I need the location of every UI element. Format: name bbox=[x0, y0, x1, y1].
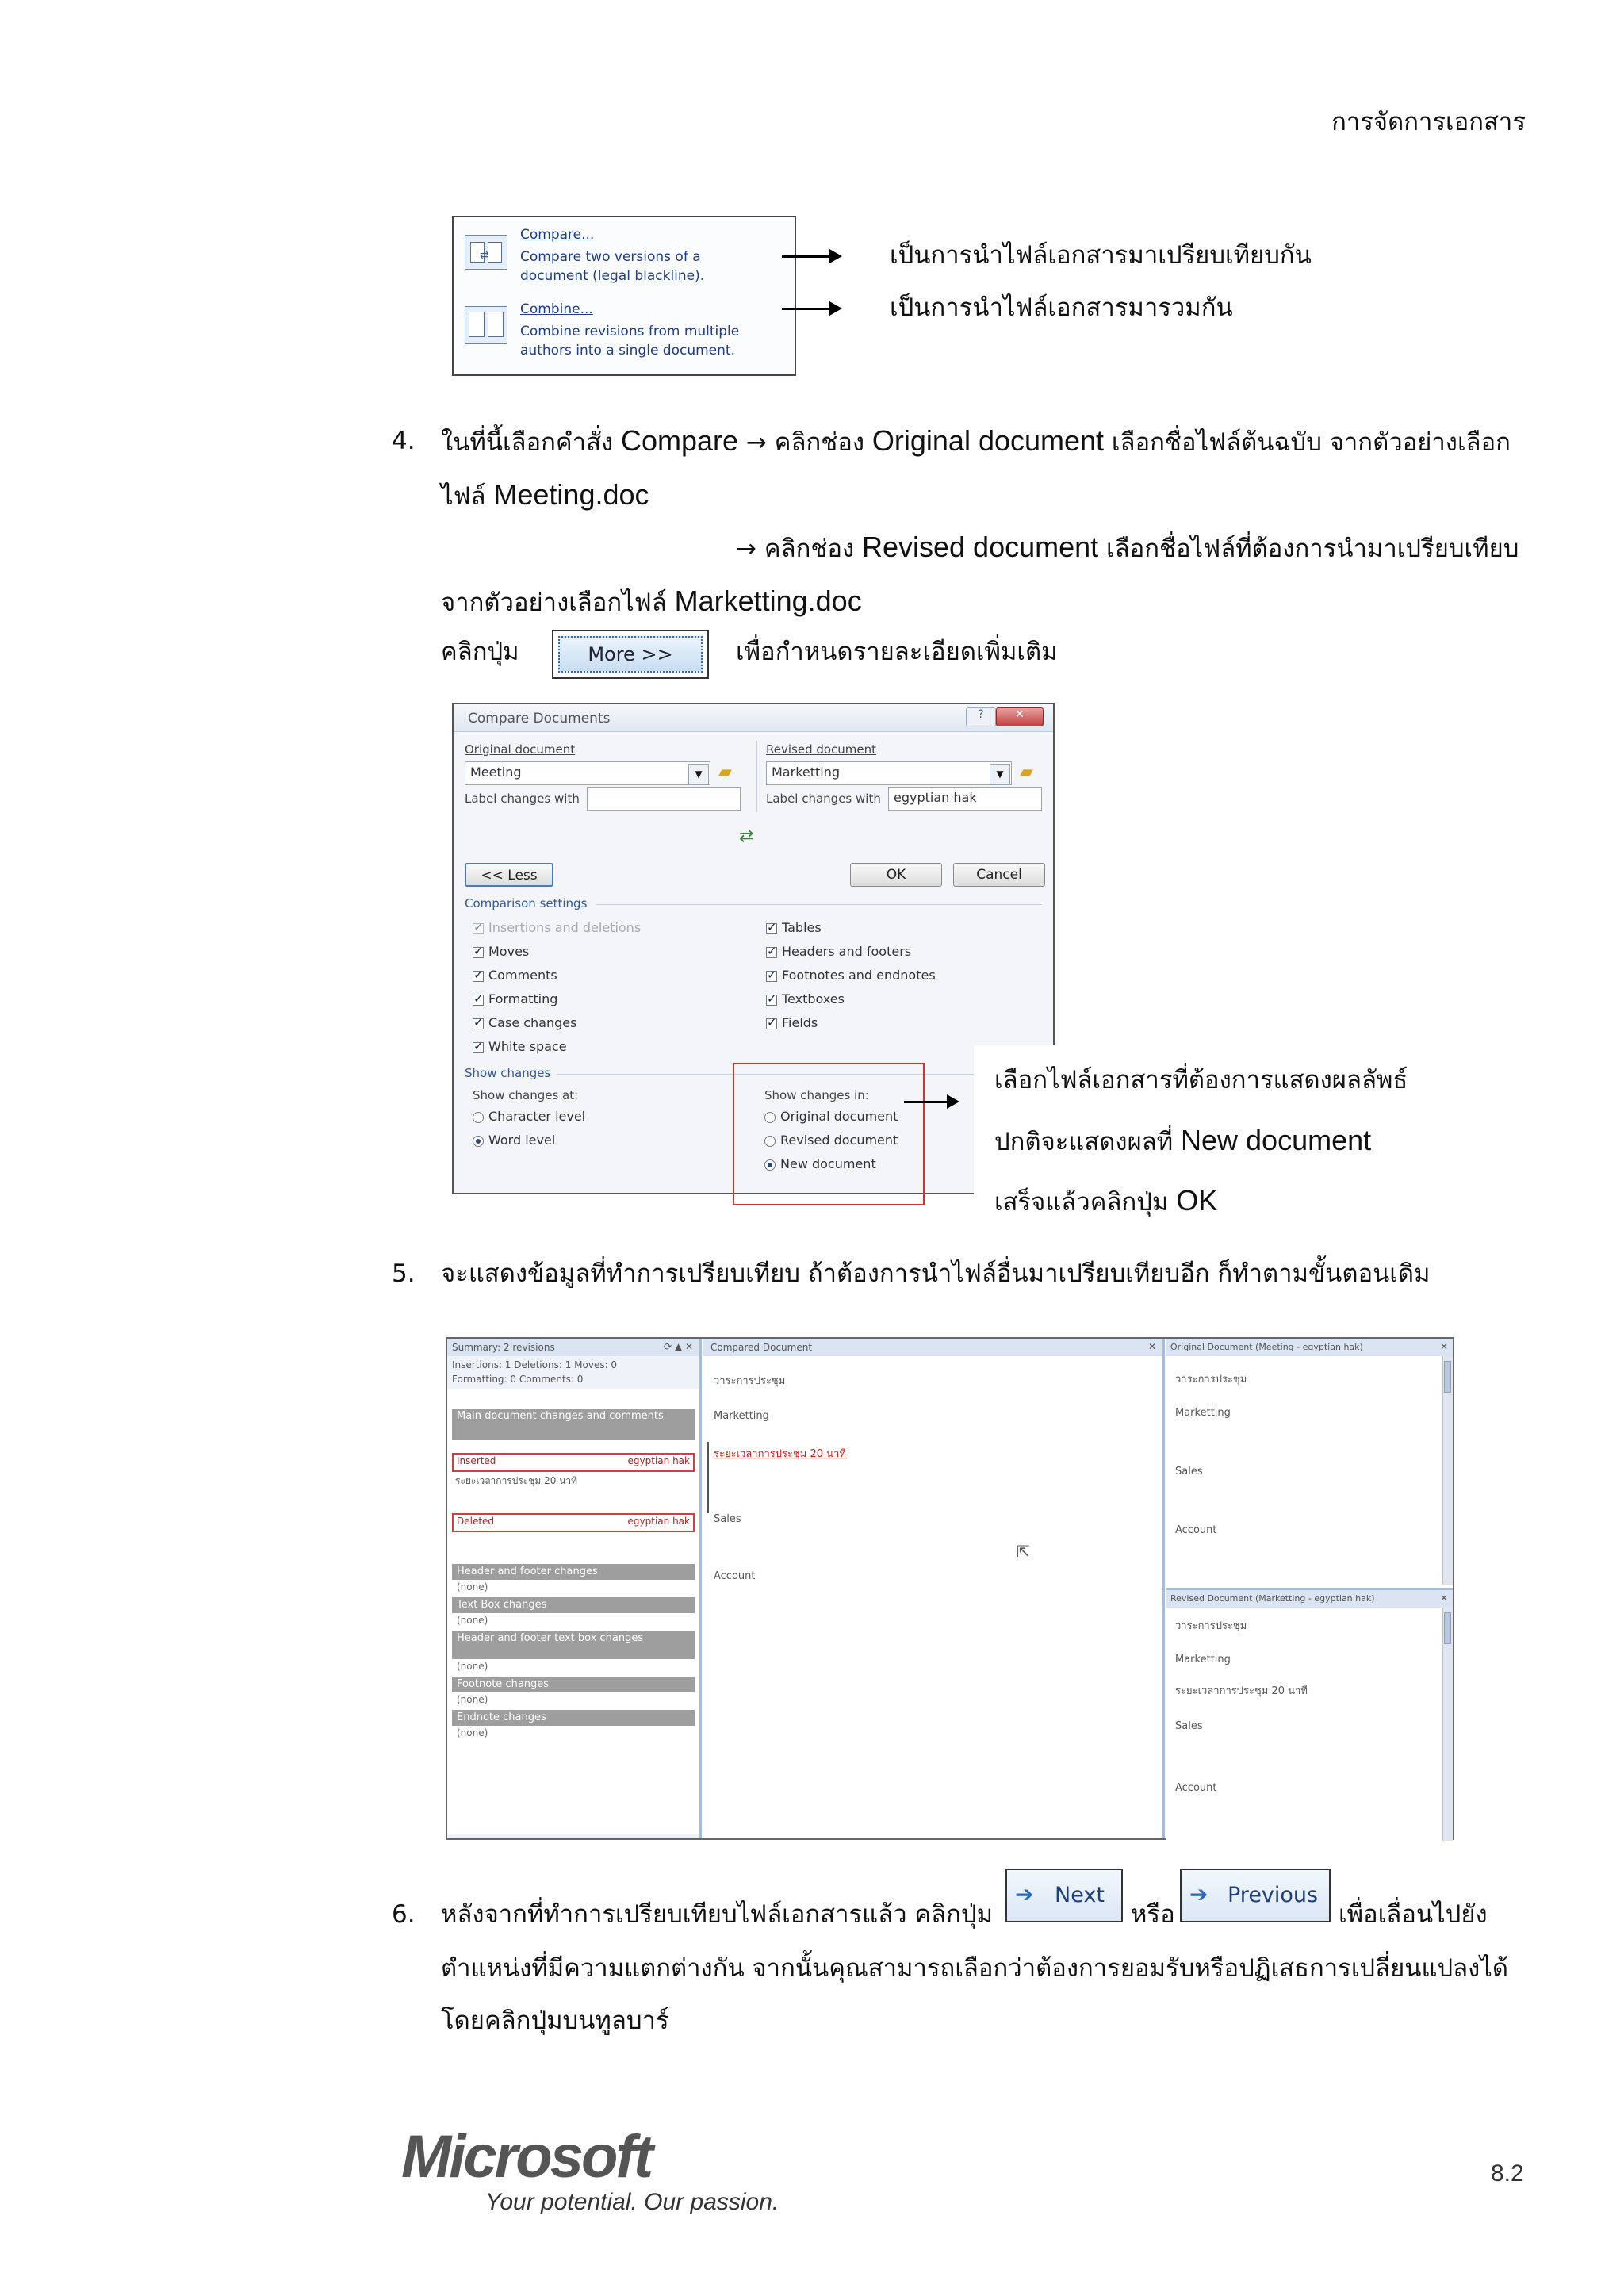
inserted-revision[interactable]: Inserted egyptian hak bbox=[452, 1453, 695, 1472]
dialog-note-3: เสร็จแล้วคลิกปุ่ม OK bbox=[994, 1184, 1218, 1217]
more-button[interactable]: More >> bbox=[558, 636, 703, 673]
revised-document-pane: Revised Document (Marketting - egyptian hak) ✕ วาระการประชุม Marketting ระยะเวลาการประชุม 20 นาที Sales Account bbox=[1166, 1588, 1453, 1841]
arrow-right-icon bbox=[782, 308, 839, 310]
step4-line5-label: คลิกปุ่ม bbox=[441, 638, 519, 666]
option-white-space[interactable]: ✓White space bbox=[473, 1039, 567, 1054]
step5-number: 5. bbox=[392, 1259, 416, 1288]
compare-menu-title[interactable]: Compare... bbox=[520, 227, 595, 243]
help-icon[interactable]: ? bbox=[966, 707, 996, 726]
step6-or: หรือ bbox=[1131, 1900, 1175, 1929]
label-changes-right: Label changes with bbox=[766, 792, 881, 806]
compare-desc-1: Compare two versions of a bbox=[520, 249, 701, 265]
next-arrow-icon: ➔ bbox=[1015, 1881, 1034, 1907]
inserted-text-highlight: ระยะเวลาการประชุม 20 นาที bbox=[714, 1448, 846, 1460]
inserted-text: ระยะเวลาการประชุม 20 นาที bbox=[455, 1475, 578, 1486]
step6-line2: ตำแหน่งที่มีความแตกต่างกัน จากนั้นคุณสามารถเลือกว่าต้องการยอมรับหรือปฏิเสธการเปลี่ยนแปลงได้ bbox=[441, 1954, 1508, 1983]
header-footer-textbox-changes: Header and footer text box changes bbox=[452, 1631, 695, 1659]
deleted-revision[interactable]: Deleted egyptian hak bbox=[452, 1513, 695, 1532]
step4-line2: ไฟล์ Meeting.doc bbox=[441, 478, 649, 511]
option-formatting[interactable]: ✓Formatting bbox=[473, 991, 557, 1006]
close-icon[interactable]: ✕ bbox=[1147, 1341, 1156, 1352]
summary-line-2: Formatting: 0 Comments: 0 bbox=[452, 1374, 584, 1385]
revised-document-combo[interactable]: Marketting bbox=[766, 761, 1012, 785]
combine-desc-2: authors into a single document. bbox=[520, 343, 735, 358]
radio-word-level[interactable]: Word level bbox=[473, 1133, 555, 1148]
show-changes-in-highlight bbox=[733, 1063, 925, 1205]
option-moves[interactable]: ✓Moves bbox=[473, 944, 529, 959]
step4-line5-desc: เพื่อกำหนดรายละเอียดเพิ่มเติม bbox=[736, 638, 1058, 666]
step6-line1-a: หลังจากที่ทำการเปรียบเทียบไฟล์เอกสารแล้ว คลิกปุ่ม bbox=[441, 1900, 994, 1929]
swap-documents-icon[interactable]: ⇄ bbox=[739, 826, 754, 846]
compare-desc-2: document (legal blackline). bbox=[520, 268, 705, 284]
show-changes-heading: Show changes bbox=[465, 1066, 551, 1080]
show-changes-in-label: Show changes in: bbox=[764, 1088, 869, 1102]
scrollbar[interactable] bbox=[1442, 1608, 1453, 1841]
label-changes-left: Label changes with bbox=[465, 792, 580, 806]
close-icon[interactable]: ✕ bbox=[1439, 1341, 1448, 1352]
header-title: การจัดการเอกสาร bbox=[1331, 108, 1526, 136]
step6-line1-b: เพื่อเลื่อนไปยัง bbox=[1339, 1900, 1488, 1929]
compare-combine-menu bbox=[452, 216, 796, 376]
header-footer-changes: Header and footer changes bbox=[452, 1564, 695, 1580]
mouse-cursor-icon: ⇱ bbox=[1017, 1542, 1030, 1561]
option-headers-footers[interactable]: ✓Headers and footers bbox=[766, 944, 911, 959]
dialog-note-2: ปกติจะแสดงผลที่ New document bbox=[994, 1124, 1372, 1156]
revised-document-label: Revised document bbox=[766, 742, 877, 757]
page-number: 8.2 bbox=[1491, 2160, 1524, 2187]
radio-original-document[interactable]: Original document bbox=[764, 1109, 898, 1124]
dialog-title: Compare Documents bbox=[468, 711, 611, 726]
reviewing-pane: Summary: 2 revisions ⟳ ▲ ✕ Insertions: 1 Deletions: 1 Moves: 0 Formatting: 0 Comments: 0 Main document changes and comments Inserted egyptian hak ระยะเวลาการประชุม 20 นาที Deleted egyptian hak Header and footer changes (none) Text Box changes (none) Header and footer text box changes (none) Footnote changes (none) Endnote changes (none) bbox=[447, 1339, 702, 1838]
radio-character-level[interactable]: Character level bbox=[473, 1109, 585, 1124]
show-changes-at-label: Show changes at: bbox=[473, 1088, 579, 1102]
ok-button[interactable]: OK bbox=[850, 863, 942, 887]
original-document-title: Original Document (Meeting - egyptian hak) bbox=[1170, 1342, 1363, 1352]
compared-document-title: Compared Document bbox=[710, 1342, 813, 1353]
close-icon[interactable]: ✕ bbox=[996, 707, 1044, 726]
step4-number: 4. bbox=[392, 427, 416, 455]
combine-menu-title[interactable]: Combine... bbox=[520, 301, 593, 317]
cancel-button[interactable]: Cancel bbox=[953, 863, 1045, 887]
step6-line3: โดยคลิกปุ่มบนทูลบาร์ bbox=[441, 2007, 669, 2035]
combine-desc-1: Combine revisions from multiple bbox=[520, 324, 740, 339]
comparison-settings-heading: Comparison settings bbox=[465, 896, 588, 910]
dropdown-arrow-icon[interactable]: ▼ bbox=[688, 764, 709, 784]
close-icon[interactable]: ✕ bbox=[1439, 1593, 1448, 1604]
option-fields[interactable]: ✓Fields bbox=[766, 1015, 818, 1030]
radio-new-document[interactable]: New document bbox=[764, 1156, 876, 1171]
step4-line1: ในที่นี้เลือกคำสั่ง Compare → คลิกช่อง Original document เลือกชื่อไฟล์ต้นฉบับ จากตัวอย่างเลือก bbox=[441, 424, 1511, 457]
dropdown-arrow-icon[interactable]: ▼ bbox=[990, 764, 1010, 784]
footnote-changes: Footnote changes bbox=[452, 1677, 695, 1692]
folder-icon[interactable]: ▰ bbox=[718, 762, 732, 782]
summary-title: Summary: 2 revisions bbox=[452, 1342, 555, 1353]
endnote-changes: Endnote changes bbox=[452, 1710, 695, 1726]
dialog-note-1: เลือกไฟล์เอกสารที่ต้องการแสดงผลลัพธ์ bbox=[994, 1066, 1408, 1094]
step6-number: 6. bbox=[392, 1900, 416, 1929]
more-button-outer[interactable] bbox=[552, 630, 709, 679]
revised-document-title: Revised Document (Marketting - egyptian hak) bbox=[1170, 1593, 1375, 1604]
option-tables[interactable]: ✓Tables bbox=[766, 920, 822, 935]
option-comments[interactable]: ✓Comments bbox=[473, 968, 557, 983]
arrow-right-icon bbox=[782, 255, 839, 258]
previous-button[interactable]: ➔ Previous bbox=[1180, 1869, 1331, 1922]
step4-line3: → คลิกช่อง Revised document เลือกชื่อไฟล์ที่ต้องการนำมาเปรียบเทียบ bbox=[736, 531, 1519, 563]
option-insertions-deletions[interactable]: ✓Insertions and deletions bbox=[473, 920, 641, 935]
step5-text: จะแสดงข้อมูลที่ทำการเปรียบเทียบ ถ้าต้องการนำไฟล์อื่นมาเปรียบเทียบอีก ก็ทำตามขั้นตอนเดิม bbox=[441, 1259, 1431, 1288]
option-textboxes[interactable]: ✓Textboxes bbox=[766, 991, 845, 1006]
previous-arrow-icon: ➔ bbox=[1189, 1881, 1208, 1907]
compared-document-pane: Compared Document ✕ วาระการประชุม Marketting ระยะเวลาการประชุม 20 นาที Sales Account ⇱ bbox=[703, 1339, 1165, 1838]
text-box-changes: Text Box changes bbox=[452, 1597, 695, 1613]
next-button[interactable]: ➔ Next bbox=[1005, 1869, 1123, 1922]
microsoft-tagline: Your potential. Our passion. bbox=[485, 2189, 779, 2215]
label-changes-right-field[interactable]: egyptian hak bbox=[888, 787, 1042, 811]
compare-icon: ⇄ bbox=[465, 235, 508, 270]
less-button[interactable]: << Less bbox=[465, 863, 553, 887]
folder-icon[interactable]: ▰ bbox=[1020, 762, 1033, 782]
arrow-right-icon bbox=[904, 1101, 956, 1103]
original-document-pane: Original Document (Meeting - egyptian hak) ✕ วาระการประชุม Marketting Sales Account bbox=[1166, 1339, 1453, 1585]
original-document-combo[interactable]: Meeting bbox=[465, 761, 710, 785]
label-changes-left-field[interactable] bbox=[587, 787, 741, 811]
pane-controls-icon[interactable]: ⟳ ▲ ✕ bbox=[664, 1341, 693, 1352]
option-case-changes[interactable]: ✓Case changes bbox=[473, 1015, 576, 1030]
combine-note: เป็นการนำไฟล์เอกสารมารวมกัน bbox=[890, 293, 1233, 322]
option-footnotes-endnotes[interactable]: ✓Footnotes and endnotes bbox=[766, 968, 936, 983]
compare-result-view bbox=[446, 1337, 1454, 1840]
scrollbar[interactable] bbox=[1442, 1356, 1453, 1585]
main-changes-header: Main document changes and comments bbox=[452, 1409, 695, 1440]
combine-icon bbox=[465, 306, 508, 344]
summary-line-1: Insertions: 1 Deletions: 1 Moves: 0 bbox=[452, 1359, 618, 1370]
step4-line4: จากตัวอย่างเลือกไฟล์ Marketting.doc bbox=[441, 585, 862, 617]
original-document-label: Original document bbox=[465, 742, 576, 757]
microsoft-logo: Microsoft bbox=[401, 2123, 651, 2191]
radio-revised-document[interactable]: Revised document bbox=[764, 1133, 898, 1148]
compare-note: เป็นการนำไฟล์เอกสารมาเปรียบเทียบกัน bbox=[890, 241, 1312, 270]
